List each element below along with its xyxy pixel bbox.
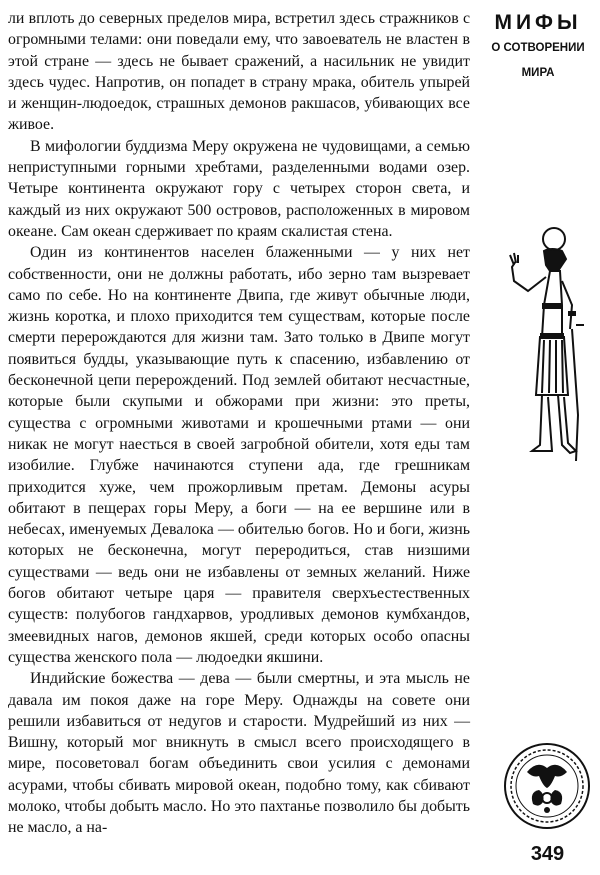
paragraph-1: ли вплоть до северных пределов мира, встретил здесь стражников с огромными телами: они поведали ему, что завоеватель не властен в этой стране — здесь не бывает сражений, а насильник не увидит здесь чудес. Напротив, он попадет в страну мрака, обитель упырей и женщин-людоедок, страшных демонов ракшасов, убивающих все живое. — [8, 10, 470, 134]
section-heading — [476, 10, 600, 82]
circular-seal-emblem-icon — [503, 742, 591, 830]
page-number: 349 — [530, 843, 565, 865]
paragraph-3: Один из континентов населен блаженными — у них нет собственности, они не должны работать, ибо зерно там вызревает само по себе. Но на континенте Двипа, где живут обычные люди, жизнь коротка, и плохо приходится тем существам, которые после смерти перерождаются для жизни там. Зато только в Двипе могут появиться будды, указывающие путь к спасению, избавлению от бесконечной цепи перерождений. Под землей обитают несчастные, которые были скупыми и обжорами при жизни: это преты, существа с огромными животами и крошечными ртами — они никак не могут наесться в своей загробной обители, хотя еды там изобилие. Глубже начинаются ступени ада, где грешникам приходится хуже, чем прожорливым претам. Демоны асуры обитают в пещерах горы Меру, а боги — на ее вершине или в небесах, именуемых Девалока — обителью богов. Но и боги, жизнь которых не бесконечна, могут переродиться, став низшими существами — ведь они не избавлены от земных желаний. Ниже богов обитают четыре царя — правителя сверхъестественных существ: полубогов гандхарвов, уродливых демонов кумбхандов, змеевидных нагов, демонов якшей, среди которых особо опасны существа женского пола — людоедки якшини. — [8, 244, 470, 666]
section-subtitle-line2: МИРА — [521, 67, 555, 79]
paragraph-2: В мифологии буддизма Меру окружена не чудовищами, а семью неприступными горными хребтами, разделенными водами озер. Четыре континента окружают гору с четырех сторон света, и каждый из них окружают 500 островов, расположенных в мировом океане. Сам океан сдерживает по краям скалистая стена. — [8, 137, 470, 240]
paragraph-4: Индийские божества — дева — были смертны, и эта мысль не давала им покоя даже на горе Меру. Однажды на совете они решили избавиться от недугов и старости. Мудрейший из них — Вишну, который мог вникнуть в смысл всего происходящего в мире, посоветовал богам объединить свои усилия с демонами асурами, чтобы сбивать мировой океан, подобно тому, как сбивают молоко, чтобы добыть масло. Но это пахтанье позволило бы добыть не масло, а на- — [8, 670, 470, 837]
body-text — [8, 8, 470, 839]
section-subtitle-line1: О СОТВОРЕНИИ — [491, 42, 585, 54]
egyptian-deity-figure-icon — [492, 225, 592, 470]
section-title: МИФЫ — [494, 11, 582, 34]
